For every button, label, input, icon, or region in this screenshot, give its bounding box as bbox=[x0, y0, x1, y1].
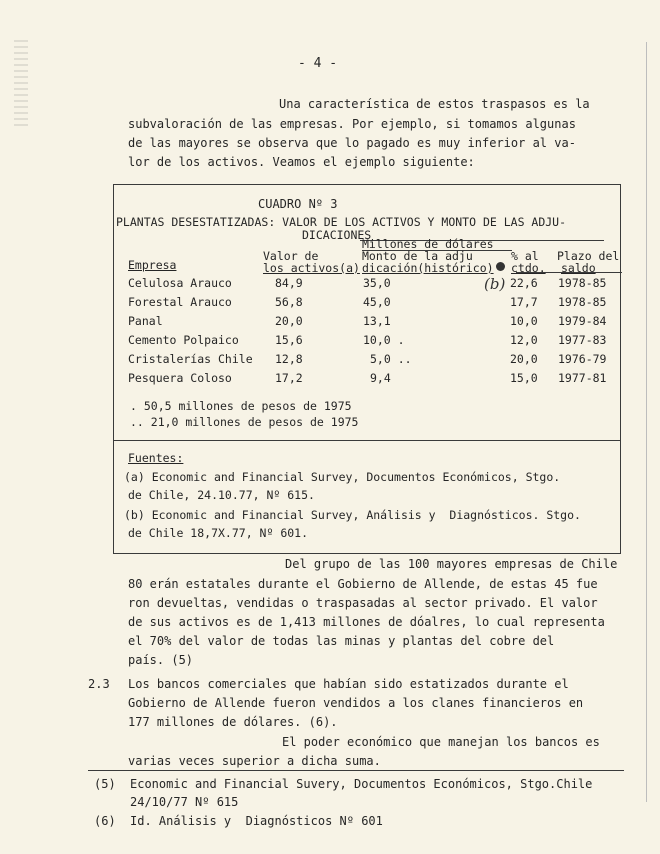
para3-line-3: 177 millones de dólares. (6). bbox=[128, 715, 338, 729]
row-5-value: 12,8 bbox=[275, 352, 303, 366]
para3-line-1: Los bancos comerciales que habían sido estatizados durante el bbox=[128, 677, 569, 691]
row-3-amount: 13,1 bbox=[363, 314, 391, 328]
para2-line-1: Del grupo de las 100 mayores empresas de Chile bbox=[285, 557, 618, 571]
row-2-amount: 45,0 bbox=[363, 295, 391, 309]
row-6-company: Pesquera Coloso bbox=[128, 371, 232, 385]
row-3-value: 20,0 bbox=[275, 314, 303, 328]
footnote-5-line-2: 24/10/77 Nº 615 bbox=[130, 795, 239, 809]
row-5-pct: 20,0 bbox=[510, 352, 538, 366]
intro-line-1: Una característica de estos traspasos es la bbox=[279, 97, 590, 111]
para4-line-2: varias veces superior a dicha suma. bbox=[128, 754, 381, 768]
table-note-1: . 50,5 millones de pesos de 1975 bbox=[130, 399, 352, 413]
source-b-line-2: de Chile 18,7X.77, Nº 601. bbox=[128, 526, 309, 540]
para2-line-6: país. (5) bbox=[128, 653, 194, 667]
row-3-company: Panal bbox=[128, 314, 163, 328]
row-5-amount: 5,0 .. bbox=[370, 352, 412, 366]
table-note-2: .. 21,0 millones de pesos de 1975 bbox=[130, 415, 359, 429]
sources-label: Fuentes: bbox=[128, 451, 184, 465]
row-5-term: 1976-79 bbox=[558, 352, 607, 366]
header-right-rule bbox=[516, 272, 622, 273]
row-3-pct: 10,0 bbox=[510, 314, 538, 328]
col-pct-l2: ctdo. bbox=[511, 261, 546, 275]
ink-blot bbox=[496, 262, 505, 271]
row-5-company: Cristalerías Chile bbox=[128, 352, 253, 366]
row-1-company: Celulosa Arauco bbox=[128, 276, 232, 290]
col-company: Empresa bbox=[128, 258, 177, 272]
source-a-line-1: (a) Economic and Financial Survey, Documentos Económicos, Stgo. bbox=[124, 470, 561, 484]
row-4-pct: 12,0 bbox=[510, 333, 538, 347]
row-6-term: 1977-81 bbox=[558, 371, 607, 385]
row-6-pct: 15,0 bbox=[510, 371, 538, 385]
col-term-l2: saldo bbox=[561, 261, 596, 275]
scan-artifact bbox=[14, 40, 28, 130]
footnote-5-line-1: Economic and Financial Suvery, Documentos Económicos, Stgo.Chile bbox=[130, 777, 593, 791]
source-a-line-2: de Chile, 24.10.77, Nº 615. bbox=[128, 488, 315, 502]
para2-line-5: el 70% del valor de todas las minas y plantas del cobre del bbox=[128, 634, 555, 648]
row-4-amount: 10,0 . bbox=[363, 333, 405, 347]
row-2-term: 1978-85 bbox=[558, 295, 607, 309]
row-1-value: 84,9 bbox=[275, 276, 303, 290]
row-3-term: 1979-84 bbox=[558, 314, 607, 328]
row-2-pct: 17,7 bbox=[510, 295, 538, 309]
row-1-term: 1978-85 bbox=[558, 276, 607, 290]
col-pct-l1: % al bbox=[511, 249, 539, 263]
para2-line-2: 80 erán estatales durante el Gobierno de Allende, de estas 45 fue bbox=[128, 577, 598, 591]
table-title-line-1: PLANTAS DESESTATIZADAS: VALOR DE LOS ACTIVOS Y MONTO DE LAS ADJU- bbox=[116, 215, 567, 229]
para4-line-1: El poder económico que manejan los bancos es bbox=[282, 735, 600, 749]
table-caption: CUADRO Nº 3 bbox=[258, 197, 338, 211]
page-edge-line bbox=[646, 42, 647, 802]
handwritten-b-mark: (b) bbox=[484, 275, 506, 293]
col-amount-l2: dicación(histórico) bbox=[362, 261, 494, 275]
para2-line-3: ron devueltas, vendidas o traspasadas al sector privado. El valor bbox=[128, 596, 598, 610]
footnote-6-line-1: Id. Análisis y Diagnósticos Nº 601 bbox=[130, 814, 383, 828]
para3-line-2: Gobierno de Allende fueron vendidos a los clanes financieros en bbox=[128, 696, 584, 710]
row-4-value: 15,6 bbox=[275, 333, 303, 347]
col-amount-l1: Monto de la adju bbox=[362, 249, 473, 263]
footnote-rule bbox=[88, 770, 624, 771]
footnote-5-number: (5) bbox=[94, 777, 116, 791]
section-number: 2.3 bbox=[88, 677, 110, 691]
row-2-value: 56,8 bbox=[275, 295, 303, 309]
row-6-value: 17,2 bbox=[275, 371, 303, 385]
footnote-6-number: (6) bbox=[94, 814, 116, 828]
col-term-l1: Plazo del bbox=[557, 249, 620, 263]
row-4-term: 1977-83 bbox=[558, 333, 607, 347]
intro-line-4: lor de los activos. Veamos el ejemplo siguiente: bbox=[128, 155, 475, 169]
row-4-company: Cemento Polpaico bbox=[128, 333, 239, 347]
para2-line-4: de sus activos es de 1,413 millones de dóalres, lo cual representa bbox=[128, 615, 605, 629]
row-1-pct: 22,6 bbox=[510, 276, 538, 290]
row-2-company: Forestal Arauco bbox=[128, 295, 232, 309]
col-value-l1: Valor de bbox=[263, 249, 319, 263]
group-header: Millones de dólares bbox=[362, 237, 494, 251]
source-b-line-1: (b) Economic and Financial Survey, Análisis y Diagnósticos. Stgo. bbox=[124, 508, 581, 522]
row-1-amount: 35,0 bbox=[363, 276, 391, 290]
page-number: - 4 - bbox=[298, 56, 338, 71]
row-6-amount: 9,4 bbox=[370, 371, 391, 385]
col-value-l2: los activos(a) bbox=[263, 261, 360, 275]
intro-line-3: de las mayores se observa que lo pagado es muy inferior al va- bbox=[128, 136, 576, 150]
sources-divider bbox=[114, 440, 620, 441]
table-title-line-2: DICACIONES bbox=[302, 228, 372, 242]
intro-line-2: subvaloración de las empresas. Por ejemplo, si tomamos algunas bbox=[128, 117, 576, 131]
